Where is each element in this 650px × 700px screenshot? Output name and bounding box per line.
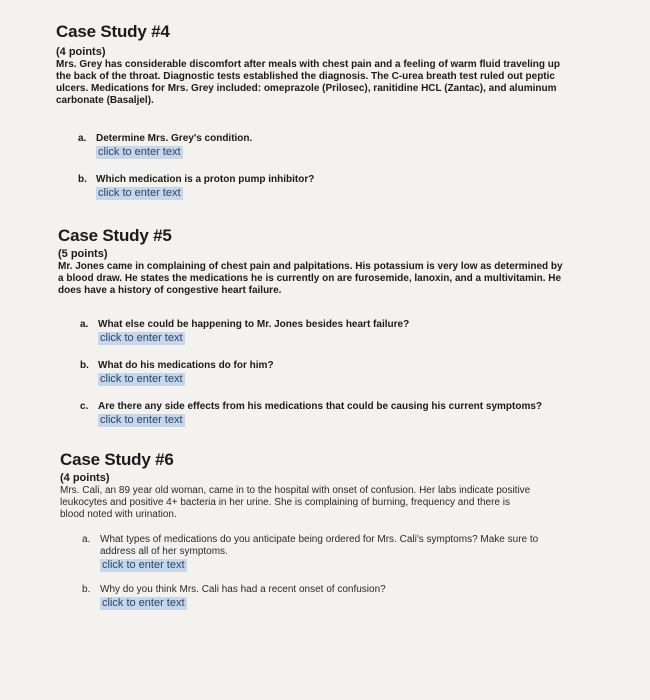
case-5-c-answer-field[interactable]: click to enter text: [100, 414, 183, 426]
case-4-desc-line: Mrs. Grey has considerable discomfort after meals with chest pain and a feeling of warm fluid traveling up: [56, 59, 561, 70]
case-4-question-b: [78, 174, 314, 200]
case-6-points: (4 points): [60, 472, 110, 484]
question-letter: b.: [80, 360, 89, 371]
case-4-points: (4 points): [56, 46, 106, 58]
case-6-a-answer-field[interactable]: click to enter text: [102, 559, 185, 571]
question-letter: b.: [78, 174, 87, 185]
case-4-description: [56, 59, 632, 107]
question-letter: b.: [82, 584, 91, 595]
question-text: What types of medications do you anticipate being ordered for Mrs. Cali's symptoms? Make sure to: [100, 534, 539, 545]
question-text: What else could be happening to Mr. Jones besides heart failure?: [98, 319, 410, 330]
case-study-6: [60, 450, 632, 521]
case-5-title: Case Study #5: [58, 226, 172, 245]
question-text: Determine Mrs. Grey's condition.: [96, 133, 253, 144]
case-study-5: [58, 226, 632, 297]
case-5-points: (5 points): [58, 248, 108, 260]
case-5-desc-line: Mr. Jones came in complaining of chest pain and palpitations. His potassium is very low as determined by: [58, 261, 563, 272]
question-letter: a.: [80, 319, 89, 330]
case-5-desc-line: a blood draw. He states the medications he is currently on are furosemide, lanoxin, and a multivitamin. He: [58, 273, 562, 284]
case-6-b-answer-field[interactable]: click to enter text: [102, 597, 185, 609]
question-text: What do his medications do for him?: [98, 360, 274, 371]
case-5-desc-line: does have a history of congestive heart failure.: [58, 285, 282, 296]
question-letter: c.: [80, 401, 89, 412]
question-letter: a.: [78, 133, 87, 144]
case-4-desc-line: the back of the throat. Diagnostic tests established the diagnosis. The C-urea breath test ruled out peptic: [56, 71, 555, 82]
case-5-b-answer-field[interactable]: click to enter text: [100, 373, 183, 385]
question-text: Are there any side effects from his medications that could be causing his current symptoms?: [98, 401, 542, 412]
case-6-title: Case Study #6: [60, 450, 174, 469]
question-text: Why do you think Mrs. Cali has had a recent onset of confusion?: [100, 584, 386, 595]
case-4-title: Case Study #4: [56, 22, 170, 41]
case-4-b-answer-field[interactable]: click to enter text: [98, 187, 181, 199]
case-4-question-a: [78, 133, 252, 159]
question-text-continued: address all of her symptoms.: [100, 546, 228, 557]
case-6-desc-line: leukocytes and positive 4+ bacteria in her urine. She is complaining of burning, frequency and there is: [60, 497, 510, 508]
case-6-question-a: [82, 534, 538, 572]
case-4-a-answer-field[interactable]: click to enter text: [98, 146, 181, 158]
case-4-desc-line: ulcers. Medications for Mrs. Grey included: omeprazole (Prilosec), ranitidine HCL (Zantac), and aluminum: [56, 83, 557, 94]
case-5-description: [58, 261, 632, 297]
question-letter: a.: [82, 534, 91, 545]
case-5-a-answer-field[interactable]: click to enter text: [100, 332, 183, 344]
case-4-desc-line: carbonate (Basaljel).: [56, 95, 154, 106]
case-5-question-c: [80, 401, 542, 427]
question-text: Which medication is a proton pump inhibitor?: [96, 174, 315, 185]
case-6-description: [60, 485, 632, 521]
case-study-4: [56, 22, 632, 107]
case-5-question-b: [80, 360, 274, 386]
case-6-desc-line: blood noted with urination.: [60, 509, 177, 520]
case-6-desc-line: Mrs. Cali, an 89 year old woman, came in to the hospital with onset of confusion. Her labs indicate positive: [60, 485, 531, 496]
case-5-question-a: [80, 319, 409, 345]
case-6-question-b: [82, 584, 386, 610]
